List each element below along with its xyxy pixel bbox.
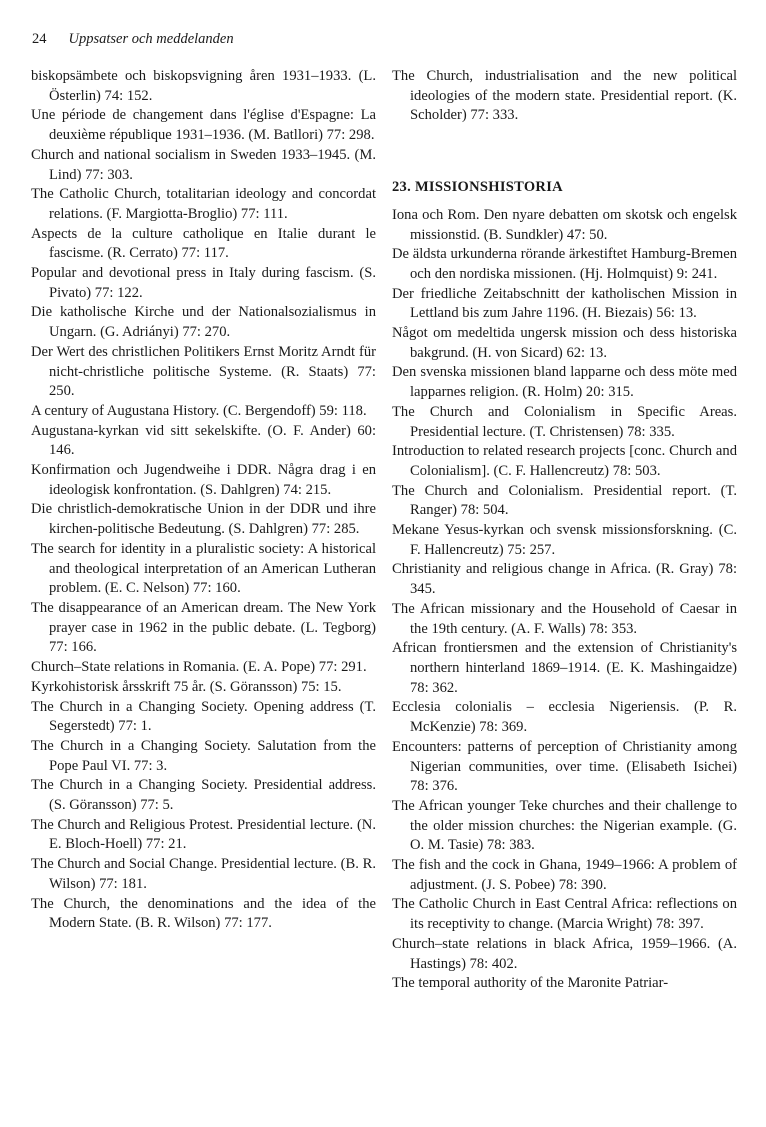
bibliography-entry: The fish and the cock in Ghana, 1949–1966: A problem of adjustment. (J. S. Pobee) 78: 390.: [392, 857, 737, 893]
bibliography-entry: De äldsta urkunderna rörande ärkestiftet Hamburg-Bremen och den nordiska missionen. (Hj. Holmquist) 9: 241.: [392, 246, 737, 282]
bibliography-entry: The Church in a Changing Society. Opening address (T. Segerstedt) 77: 1.: [31, 698, 376, 735]
bibliography-entry: Ecclesia colonialis – ecclesia Nigeriensis. (P. R. McKenzie) 78: 369.: [392, 699, 737, 736]
bibliography-entry: Augustana-kyrkan vid sitt sekelskifte. (O. F. Ander) 60: 146.: [31, 422, 376, 459]
bibliography-entry: African frontiersmen and the extension of Christianity's northern hinterland 1869–1914. (E. K. Mashingaidze) 78: 362.: [392, 640, 737, 696]
bibliography-entry: Der Wert des christlichen Politikers Ernst Moritz Arndt für nicht-christliche politische Systeme. (R. Staats) 77: 250.: [31, 343, 376, 400]
bibliography-entry: The African missionary and the Household of Caesar in the 19th century. (A. F. Walls) 78: 353.: [392, 600, 737, 637]
bibliography-entry: The Church, the denominations and the idea of the Modern State. (B. R. Wilson) 77: 177.: [31, 895, 376, 932]
bibliography-entry: Något om medeltida ungersk mission och dess historiska bakgrund. (H. von Sicard) 62: 13.: [392, 325, 737, 361]
journal-title: Uppsatser och meddelanden: [68, 31, 234, 47]
bibliography-entry: Popular and devotional press in Italy during fascism. (S. Pivato) 77: 122.: [31, 265, 376, 301]
bibliography-entry: A century of Augustana History. (C. Bergendoff) 59: 118.: [31, 402, 367, 419]
bibliography-entry: The Catholic Church in East Central Africa: reflections on its receptivity to change. (Marcia Wright) 78: 397.: [392, 896, 737, 933]
right-column: [392, 67, 737, 994]
bibliography-entry: The search for identity in a pluralistic society: A historical and theological interpretation of an American Lutheran problem. (E. C. Nelson) 77: 160.: [31, 540, 376, 597]
bibliography-entry: The Church and Religious Protest. Presidential lecture. (N. E. Bloch-Hoell) 77: 21.: [31, 816, 376, 853]
bibliography-entry: Die katholische Kirche und der Nationalsozialismus in Ungarn. (G. Adriányi) 77: 270.: [31, 304, 376, 341]
bibliography-entry: Church and national socialism in Sweden 1933–1945. (M. Lind) 77: 303.: [31, 146, 376, 183]
bibliography-entry: Konfirmation och Jugendweihe i DDR. Några drag i en ideologisk konfrontation. (S. Dahlgren) 74: 215.: [31, 462, 376, 498]
bibliography-entry: Church–State relations in Romania. (E. A. Pope) 77: 291.: [31, 659, 367, 676]
running-head: [32, 30, 234, 48]
bibliography-entry: The disappearance of an American dream. The New York prayer case in 1962 in the public debate. (L. Tegborg) 77: 166.: [31, 599, 376, 656]
bibliography-entry: The Church and Colonialism. Presidential report. (T. Ranger) 78: 504.: [392, 482, 737, 519]
bibliography-entry: Mekane Yesus-kyrkan och svensk missionsforskning. (C. F. Hallencreutz) 75: 257.: [392, 522, 737, 558]
bibliography-entry: biskopsämbete och biskopsvigning åren 1931–1933. (L. Österlin) 74: 152.: [31, 68, 376, 104]
bibliography-entry: The Church and Colonialism in Specific Areas. Presidential lecture. (T. Christensen) 78: 335.: [392, 403, 737, 440]
bibliography-entry: The temporal authority of the Maronite Patriar-: [392, 975, 669, 992]
bibliography-entry: Christianity and religious change in Africa. (R. Gray) 78: 345.: [392, 561, 737, 598]
bibliography-entry: The African younger Teke churches and their challenge to the older mission churches: the Nigerian example. (G. O. M. Tasie) 78: 383.: [392, 797, 737, 854]
bibliography-entry: Introduction to related research projects [conc. Church and Colonialism]. (C. F. Hallencreutz) 78: 503.: [392, 443, 737, 479]
bibliography-entry: Den svenska missionen bland lapparne och dess möte med lapparnes religion. (R. Holm) 20: 315.: [392, 364, 737, 401]
bibliography-entry: Iona och Rom. Den nyare debatten om skotsk och engelsk missionstid. (B. Sundkler) 47: 50.: [392, 206, 737, 243]
bibliography-entry: Aspects de la culture catholique en Italie durant le fascisme. (R. Cerrato) 77: 117.: [31, 225, 376, 262]
bibliography-entry: Une période de changement dans l'église d'Espagne: La deuxième république 1931–1936. (M. Batllori) 77: 298.: [31, 107, 376, 144]
bibliography-entry: The Church in a Changing Society. Presidential address. (S. Göransson) 77: 5.: [31, 777, 376, 814]
bibliography-entry: The Church in a Changing Society. Salutation from the Pope Paul VI. 77: 3.: [31, 737, 376, 774]
bibliography-entry: Der friedliche Zeitabschnitt der katholischen Mission in Lettland bis zum Jahre 1196. (H. Biezais) 56: 13.: [392, 285, 737, 322]
bibliography-entry: The Catholic Church, totalitarian ideology and concordat relations. (F. Margiotta-Broglio) 77: 111.: [31, 186, 376, 222]
left-column: [31, 67, 376, 934]
bibliography-entry: Kyrkohistorisk årsskrift 75 år. (S. Göransson) 75: 15.: [31, 678, 342, 695]
bibliography-entry: Die christlich-demokratische Union in der DDR und ihre kirchen-politische Bedeutung. (S. Dahlgren) 77: 285.: [31, 501, 376, 538]
bibliography-entry: Church–state relations in black Africa, 1959–1966. (A. Hastings) 78: 402.: [392, 935, 737, 972]
page-number: 24: [32, 31, 47, 47]
bibliography-entry: The Church and Social Change. Presidential lecture. (B. R. Wilson) 77: 181.: [31, 856, 376, 892]
bibliography-entry: The Church, industrialisation and the new political ideologies of the modern state. Presidential report. (K. Scholder) 77: 333.: [392, 68, 737, 124]
bibliography-entry: Encounters: patterns of perception of Christianity among Nigerian communities, over time. (Elisabeth Isichei) 78: 376.: [392, 738, 737, 795]
section-heading: 23. MISSIONSHISTORIA: [392, 179, 563, 196]
